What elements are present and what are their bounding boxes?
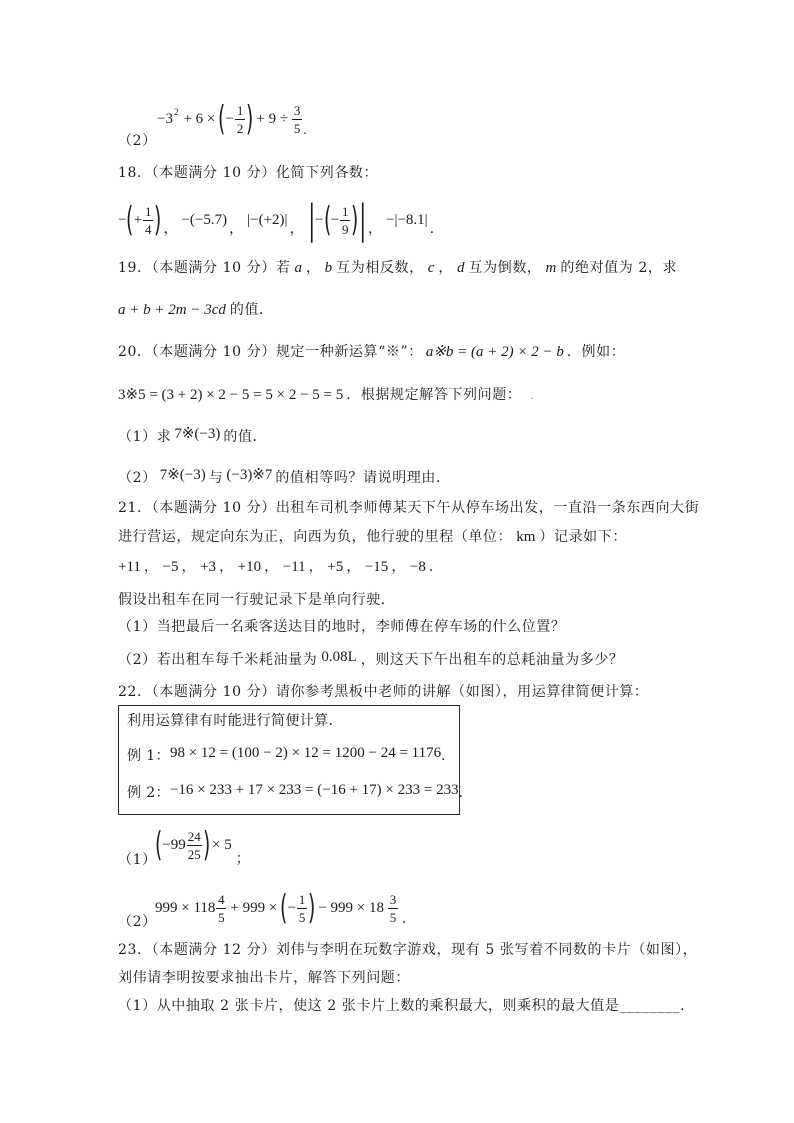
denominator: 5 (293, 120, 301, 136)
numerator: 1 (342, 203, 349, 219)
record-value: −8 (409, 559, 426, 575)
separator-comma: ， (181, 559, 197, 575)
q22-part2-expression (155, 885, 416, 931)
fraction (340, 204, 350, 237)
right-paren: ) (246, 99, 254, 139)
board-example-1 (127, 746, 456, 766)
left-paren: ( (280, 888, 288, 928)
q21-assumption: 假设出租车在同一行驶记录下是单向行驶． (118, 592, 396, 608)
q23-line1: 23．（本题满分 12 分）刘伟与李明在玩数字游戏，现有 5 张写着不同数的卡片（如图）， (118, 942, 698, 958)
mixed-whole: −99 (162, 836, 186, 853)
example-1-label: 例 1： (127, 748, 170, 764)
q19-stem-text: 19．（本题满分 10 分）若 (118, 260, 291, 276)
numerator: 4 (218, 891, 225, 907)
numerator: 24 (187, 828, 201, 844)
variable-b: b (324, 260, 333, 276)
q21-line2 (118, 527, 627, 547)
expr-operator: + 6 × (183, 110, 216, 127)
fraction (143, 204, 153, 237)
numerator: 1 (144, 203, 152, 219)
expr-term: −3 (157, 110, 173, 127)
expression-5: −|−8.1| (386, 211, 428, 228)
fraction (216, 892, 226, 925)
q20-line2 (118, 385, 534, 405)
record-value: −15 (364, 559, 389, 575)
records-end-period: ． (428, 559, 444, 575)
denominator: 5 (218, 909, 225, 925)
left-paren: ( (218, 99, 226, 139)
right-paren: ) (351, 200, 359, 240)
q19-text-absolute: 的绝对值为 2，求 (560, 260, 678, 276)
abs-bar-left: | (307, 197, 315, 243)
q21-records (118, 557, 448, 577)
record-value: +10 (237, 559, 262, 575)
separator-comma: ， (264, 559, 279, 575)
q17-part2-label: （2） (118, 133, 157, 149)
q20-text-instructions: ．根据规定解答下列问题： (346, 387, 522, 403)
separator-comma: ， (308, 559, 324, 575)
left-paren: ( (323, 200, 331, 240)
separator-comma: ， (391, 559, 406, 575)
q19-expression: a + b + 2m − 3cd (118, 302, 226, 318)
numerator: 3 (293, 102, 301, 118)
fraction (292, 103, 302, 136)
numerator: 3 (389, 891, 397, 907)
right-paren: ) (154, 200, 162, 240)
numerator: 1 (298, 891, 306, 907)
expr-operator: × 5 (212, 836, 232, 853)
expr-end-period: . (303, 123, 307, 138)
q21-fuel-rate: 0.08L (321, 649, 357, 665)
q22-part2-label: （2） (118, 914, 157, 930)
expression-3: |−(+2)| (247, 211, 288, 228)
negative-sign: − (287, 899, 297, 916)
negative-sign: − (330, 211, 340, 228)
expr-operator: − 999 × 18 (318, 899, 384, 916)
q21-part2-tail: ，则这天下午出租车的总耗油量为多少？ (360, 652, 624, 668)
record-value: +11 (118, 559, 141, 575)
q22-part1-label: （1） (118, 852, 157, 868)
expr-operator: + 9 ÷ (256, 110, 289, 127)
exponent: 2 (173, 107, 179, 117)
fraction (388, 892, 398, 925)
q20-stem-text: 20．（本题满分 10 分）规定一种新运算“※”： (118, 344, 423, 360)
denominator: 25 (187, 846, 201, 862)
record-value: +3 (200, 559, 217, 575)
expression-2: −(−5.7) (181, 211, 228, 228)
example-2-label: 例 2： (127, 785, 170, 801)
fraction (235, 103, 245, 136)
right-paren: ) (308, 888, 316, 928)
q19-text-value: 的值． (229, 302, 274, 318)
right-paren: ) (202, 825, 211, 865)
separator-comma: ， (143, 559, 159, 575)
left-paren: ( (126, 200, 134, 240)
record-value: +5 (327, 559, 344, 575)
q23-line2: 刘伟请李明按要求抽出卡片，解答下列问题： (118, 970, 410, 986)
denominator: 9 (342, 221, 349, 237)
variable-c: c (427, 260, 435, 276)
example-end-period: ． (441, 748, 456, 764)
example-2-formula: −16 × 233 + 17 × 233 = (−16 + 17) × 233 = 233 (169, 782, 459, 798)
abs-bar-right: | (358, 197, 366, 243)
denominator: 5 (389, 909, 397, 925)
separator-comma: ， (229, 221, 244, 237)
q20-line1 (118, 342, 625, 362)
expr-end-semicolon: ； (235, 852, 250, 867)
separator-comma: ， (289, 221, 304, 237)
board-example-2 (127, 783, 473, 803)
fraction (297, 892, 307, 925)
denominator: 2 (236, 120, 244, 136)
denominator: 5 (298, 909, 306, 925)
variable-d: d (457, 260, 465, 276)
q21-part1: （1）当把最后一名乘客送达目的地时，李师傅在停车场的什么位置？ (118, 619, 566, 635)
fraction (187, 829, 202, 862)
q18-expressions (118, 197, 448, 243)
example-end-period: ． (458, 785, 474, 801)
q19-text-reciprocal: 互为倒数， (468, 260, 542, 276)
comma: ， (306, 260, 321, 276)
expr-term: 999 × 118 (155, 899, 216, 916)
comma: ， (438, 260, 454, 276)
q20-part1-label: （1）求 (118, 429, 172, 445)
q23-part1: （1）从中抽取 2 张卡片，使这 2 张卡片上数的乘积最大，则乘积的最大值是________． (118, 998, 695, 1014)
record-value: −5 (162, 559, 179, 575)
expr-end-period: ． (402, 912, 416, 927)
minus-sign: − (315, 211, 324, 228)
q20-part2-label: （2） (118, 470, 157, 486)
q21-part2-text: （2）若出租车每千米耗油量为 (118, 652, 318, 668)
q19-text-opposite: 互为相反数， (336, 260, 424, 276)
q20-part2-and: 与 (208, 470, 224, 486)
q20-example-formula: 3※5 = (3 + 2) × 2 − 5 = 5 × 2 − 5 = 5 (118, 387, 344, 403)
q22-part1-expression (155, 822, 250, 868)
left-paren: ( (154, 825, 163, 865)
expr-operator: + 999 × (230, 899, 278, 916)
separator-comma: ， (368, 221, 382, 237)
variable-m: m (545, 260, 557, 276)
q20-part1-tail: 的值． (223, 429, 268, 445)
q19-line1 (118, 258, 677, 278)
q22-title: 22．（本题满分 10 分）请你参考黑板中老师的讲解（如图），用运算律简便计算： (118, 684, 649, 700)
negative-sign: − (225, 110, 235, 127)
q21-unit: km (516, 529, 536, 545)
q21-line2-tail: ）记录如下： (539, 529, 627, 545)
q20-part2-expression-2: (−3)※7 (226, 467, 273, 483)
example-1-formula: 98 × 12 = (100 − 2) × 12 = 1200 − 24 = 1176 (169, 745, 442, 761)
q18-title: 18．（本题满分 10 分）化简下列各数： (118, 165, 379, 181)
variable-a: a (294, 260, 303, 276)
blackboard-box (118, 705, 474, 815)
q20-part1-expression: 7※(−3) (174, 426, 221, 442)
separator-comma: ， (163, 221, 178, 237)
q20-part1 (118, 427, 267, 447)
expr-end-period: ． (429, 221, 444, 237)
q21-part2 (118, 650, 624, 670)
q20-part2 (118, 468, 451, 488)
stray-dot: . (530, 391, 535, 402)
q20-part2-expression-1: 7※(−3) (159, 467, 206, 483)
q19-line2 (118, 300, 274, 320)
q17-part2-expression (157, 96, 307, 142)
numerator: 1 (236, 102, 244, 118)
plus-sign: + (133, 211, 143, 228)
separator-comma: ， (346, 559, 361, 575)
q21-line1: 21．（本题满分 10 分）出租车司机李师傅某天下午从停车场出发，一直沿一条东西向大街 (118, 500, 700, 516)
denominator: 4 (144, 221, 152, 237)
board-intro: 利用运算律有时能进行简便计算． (127, 713, 343, 729)
q21-line2-text: 进行营运，规定向东为正，向西为负，他行驶的里程（单位： (118, 529, 513, 545)
q20-part2-tail: 的值相等吗？请说明理由． (275, 470, 451, 486)
record-value: −11 (282, 559, 306, 575)
q20-text-example: ．例如： (566, 344, 626, 360)
q20-definition: a※b = (a + 2) × 2 − b (425, 344, 564, 360)
separator-comma: ， (219, 559, 234, 575)
minus-sign: − (118, 211, 127, 228)
